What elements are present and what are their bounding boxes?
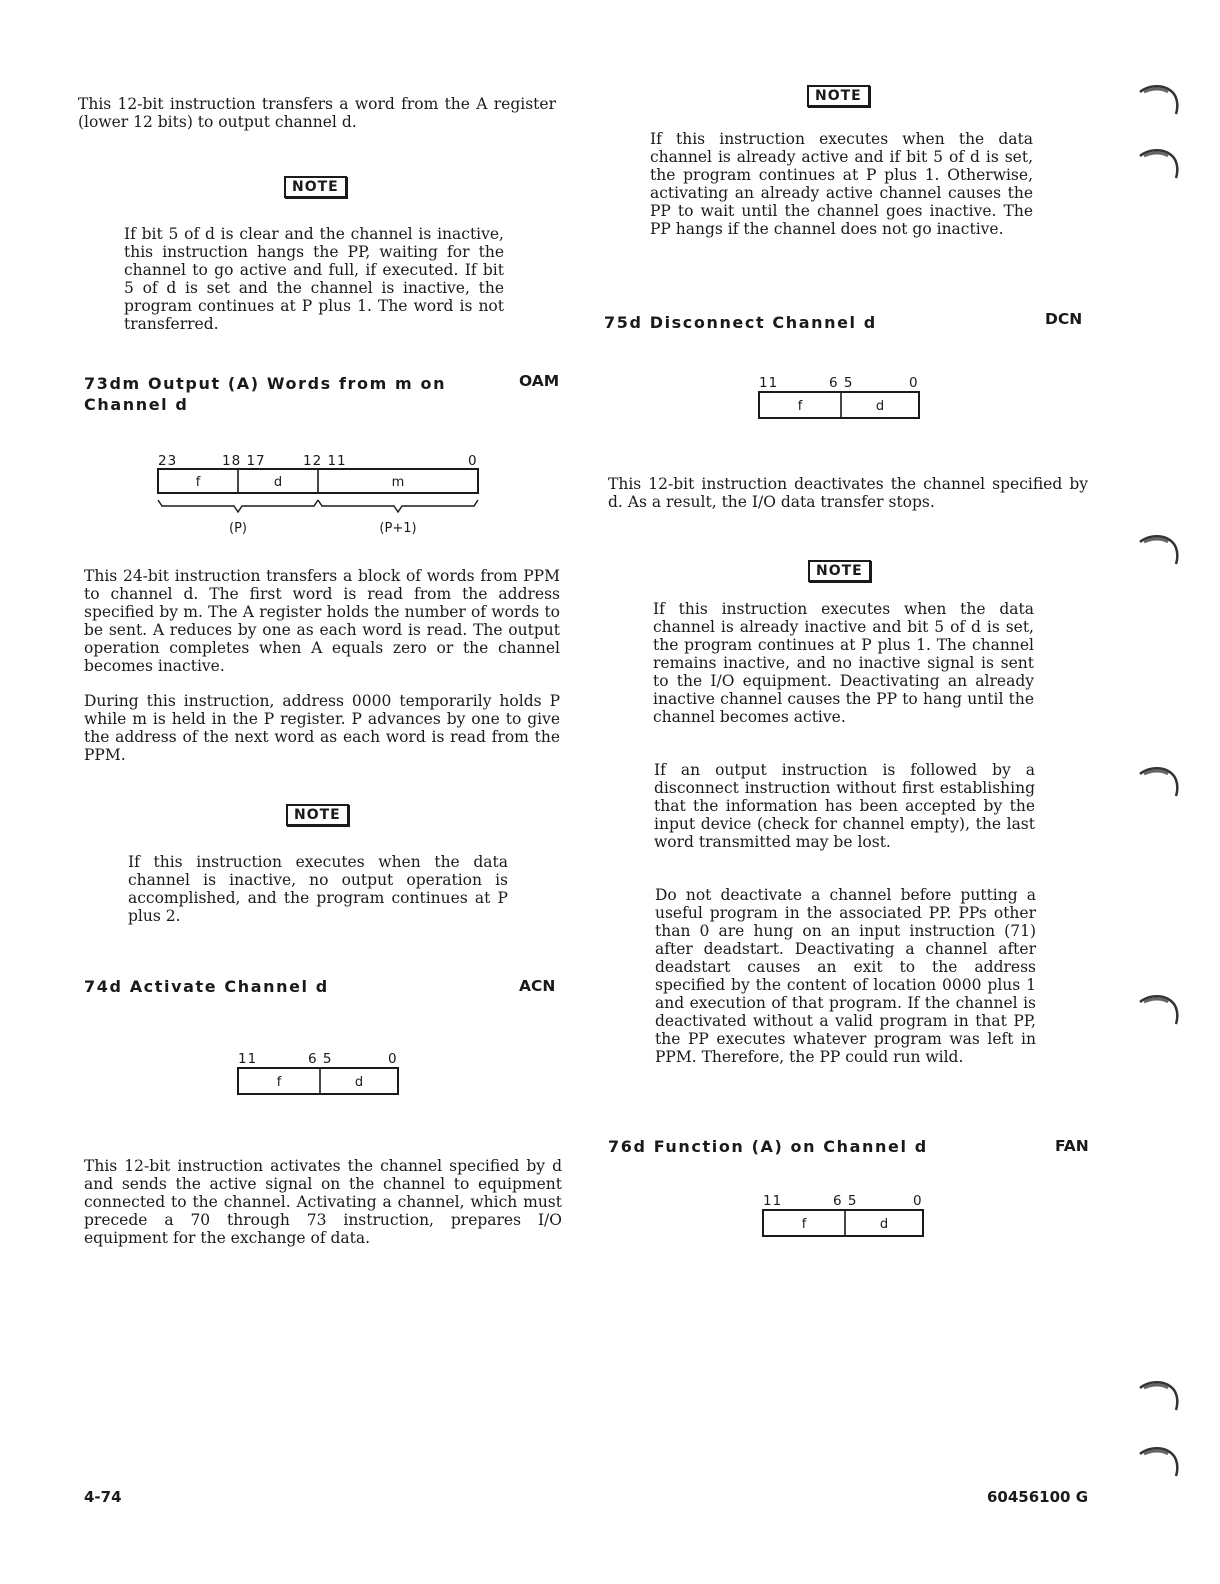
bit-label: 11 — [759, 375, 779, 391]
note-label: NOTE — [807, 85, 870, 107]
bit-label: 0 — [468, 453, 478, 469]
binder-ring-mark-icon — [1136, 990, 1184, 1030]
word-label-p-plus-1: (P+1) — [379, 521, 417, 536]
note-label: NOTE — [284, 176, 347, 198]
bit-label: 0 — [913, 1193, 923, 1209]
binder-ring-mark-icon — [1136, 530, 1184, 570]
dcn-instruction-format — [751, 370, 931, 422]
binder-ring-mark-icon — [1136, 80, 1184, 120]
word-brace — [158, 500, 318, 512]
oam-heading-line1: 73dm Output (A) Words from m on — [84, 374, 447, 393]
field-f: f — [276, 1075, 282, 1090]
acn-heading: 74d Activate Channel d — [84, 977, 329, 996]
note-label: NOTE — [286, 804, 349, 826]
field-f: f — [801, 1217, 807, 1232]
bit-label: 11 — [238, 1051, 258, 1067]
field-d: d — [875, 399, 885, 414]
fan-instruction-format — [755, 1188, 935, 1240]
dcn-mnemonic: DCN — [1045, 310, 1083, 328]
oam-heading-line2: Channel d — [84, 395, 189, 414]
oam-note-text: If this instruction executes when the data channel is inactive, no output operation is accomplished, and the program continues at P plus 2. — [128, 853, 508, 925]
acn-mnemonic: ACN — [519, 977, 556, 995]
field-m: m — [391, 475, 405, 490]
oam-paragraph-2: During this instruction, address 0000 temporarily holds P while m is held in the P register. P advances by one to give the address of the next word as each word is read from the PPM. — [84, 692, 560, 764]
dcn-heading: 75d Disconnect Channel d — [604, 313, 877, 332]
oam-paragraph-1: This 24-bit instruction transfers a block of words from PPM to channel d. The first word is read from the address specified by m. The A register holds the number of words to be sent. A reduces by one as each word is read. The output operation completes when A equals zero or the channel becomes inactive. — [84, 567, 560, 675]
binder-ring-mark-icon — [1136, 762, 1184, 802]
bit-label: 12 11 — [303, 453, 347, 469]
binder-ring-mark-icon — [1136, 1442, 1184, 1482]
binder-ring-mark-icon — [1136, 144, 1184, 184]
note-text: If bit 5 of d is clear and the channel is inactive, this instruction hangs the PP, waiting for the channel to go active and full, if executed. If bit 5 of d is set and the channel is inactive, the program continues at P plus 1. The word is not transferred. — [124, 225, 504, 333]
oam-instruction-format — [150, 448, 490, 540]
bit-label: 0 — [388, 1051, 398, 1067]
word-brace — [318, 500, 478, 512]
bit-label: 6 5 — [308, 1051, 333, 1067]
bit-label: 6 5 — [833, 1193, 858, 1209]
document-number: 60456100 G — [987, 1488, 1089, 1506]
format-box — [763, 1210, 923, 1236]
word-label-p: (P) — [229, 521, 247, 536]
field-d: d — [354, 1075, 364, 1090]
page-number: 4-74 — [84, 1488, 122, 1506]
format-box — [759, 392, 919, 418]
bit-label: 18 17 — [222, 453, 266, 469]
dcn-note-paragraph-2: If an output instruction is followed by a disconnect instruction without first establishing that the information has been accepted by the input device (check for channel empty), the last word transmitted may be lost. — [654, 761, 1035, 851]
format-box — [238, 1068, 398, 1094]
dcn-note-paragraph-1: If this instruction executes when the data channel is already inactive and bit 5 of d is set, the program continues at P plus 1. The channel remains inactive, and no inactive signal is sent to the I/O equipment. Deactivating an already inactive channel causes the PP to hang until the channel becomes active. — [653, 600, 1034, 726]
field-f: f — [195, 475, 201, 490]
binder-ring-mark-icon — [1136, 1376, 1184, 1416]
oam-heading — [84, 373, 504, 415]
field-d: d — [879, 1217, 889, 1232]
acn-note-text: If this instruction executes when the data channel is already active and if bit 5 of d is set, the program continues at P plus 1. Otherwise, activating an already active channel causes the PP to wait until the channel goes inactive. The PP hangs if the channel does not go inactive. — [650, 130, 1033, 238]
bit-label: 0 — [909, 375, 919, 391]
fan-heading: 76d Function (A) on Channel d — [608, 1137, 928, 1156]
oam-mnemonic: OAM — [519, 372, 560, 390]
fan-mnemonic: FAN — [1055, 1137, 1089, 1155]
field-d: d — [273, 475, 283, 490]
intro-paragraph: This 12-bit instruction transfers a word from the A register (lower 12 bits) to output channel d. — [78, 95, 556, 131]
field-f: f — [797, 399, 803, 414]
acn-instruction-format — [230, 1046, 410, 1098]
bit-label: 23 — [158, 453, 178, 469]
dcn-note-paragraph-3: Do not deactivate a channel before putting a useful program in the associated PP. PPs other than 0 are hung on an input instruction (71) after deadstart. Deactivating a channel after deadstart causes an exit to the address specified by the content of location 0000 plus 1 and execution of that program. If the channel is deactivated without a valid program in that PP, the PP executes whatever program was left in PPM. Therefore, the PP could run wild. — [655, 886, 1036, 1066]
bit-label: 11 — [763, 1193, 783, 1209]
bit-label: 6 5 — [829, 375, 854, 391]
dcn-paragraph: This 12-bit instruction deactivates the channel specified by d. As a result, the I/O data transfer stops. — [608, 475, 1088, 511]
note-label: NOTE — [808, 560, 871, 582]
acn-paragraph: This 12-bit instruction activates the channel specified by d and sends the active signal on the channel to equipment connected to the channel. Activating a channel, which must precede a 70 through 73 instruction, prepares I/O equipment for the exchange of data. — [84, 1157, 562, 1247]
